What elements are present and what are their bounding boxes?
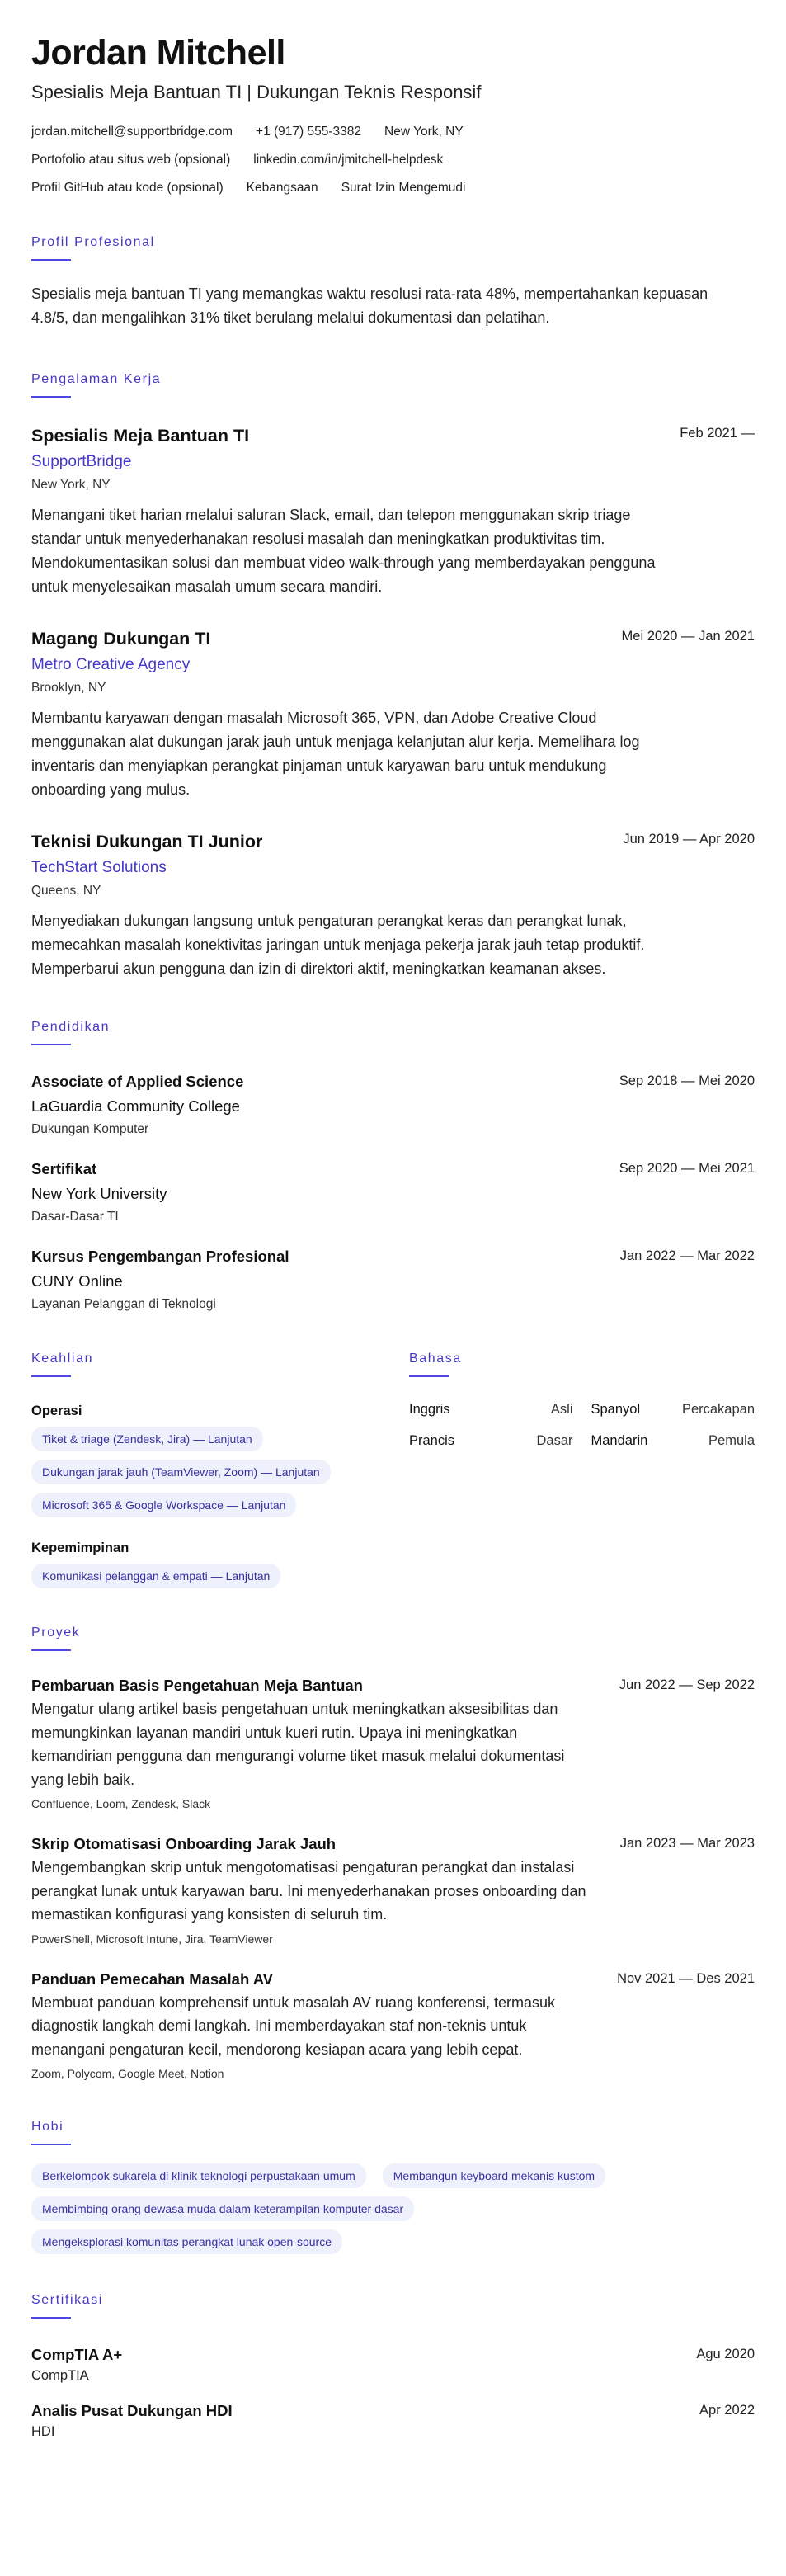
project-name: Pembaruan Basis Pengetahuan Meja Bantuan bbox=[31, 1677, 363, 1694]
section-title: Keahlian bbox=[31, 1352, 94, 1366]
skill-tags bbox=[31, 1427, 409, 1517]
job-company: SupportBridge bbox=[31, 453, 132, 470]
education-entry bbox=[31, 1072, 755, 1138]
education-school: LaGuardia Community College bbox=[31, 1097, 240, 1115]
skill-category: Kepemimpinan bbox=[31, 1540, 129, 1555]
certification-name: Analis Pusat Dukungan HDI bbox=[31, 2402, 233, 2419]
education-date: Sep 2020 — Mei 2021 bbox=[619, 1161, 755, 1176]
hobbies-section bbox=[31, 2119, 755, 2254]
contact-location: New York, NY bbox=[384, 125, 464, 139]
job-company: TechStart Solutions bbox=[31, 859, 167, 876]
section-title: Pendidikan bbox=[31, 1020, 111, 1034]
contact-github[interactable]: Profil GitHub atau kode (opsional) bbox=[31, 181, 224, 195]
contact-driving-license: Surat Izin Mengemudi bbox=[341, 181, 466, 195]
certification-entry bbox=[31, 2345, 755, 2385]
summary-text: Spesialis meja bantuan TI yang memangkas waktu resolusi rata-rata 48%, mempertahankan kepuasan 4.8/5, dan mengalihkan 31% tiket berulang melalui dokumentasi dan pelatihan. bbox=[31, 285, 708, 326]
job-location: Queens, NY bbox=[31, 884, 101, 898]
language-item bbox=[591, 1400, 755, 1418]
contact-phone[interactable]: +1 (917) 555-3382 bbox=[256, 125, 362, 139]
education-field: Layanan Pelanggan di Teknologi bbox=[31, 1297, 216, 1311]
section-divider bbox=[31, 259, 71, 261]
certification-entry bbox=[31, 2401, 755, 2441]
contact-info bbox=[31, 124, 755, 196]
project-description: Membuat panduan komprehensif untuk masalah AV ruang konferensi, termasuk diagnostik langkah demi langkah. Ini memberdayakan staf non-teknis untuk menangani pengaturan kecil, mendorong kesiapan acara yang lebih cepat. bbox=[31, 1993, 556, 2058]
languages-section bbox=[409, 1351, 755, 1588]
education-field: Dasar-Dasar TI bbox=[31, 1210, 119, 1224]
language-level: Asli bbox=[550, 1402, 573, 1417]
contact-row bbox=[31, 180, 755, 196]
language-name: Mandarin bbox=[591, 1433, 648, 1448]
education-section bbox=[31, 1019, 755, 1313]
contact-linkedin[interactable]: linkedin.com/in/jmitchell-helpdesk bbox=[253, 153, 444, 167]
education-date: Jan 2022 — Mar 2022 bbox=[619, 1248, 755, 1263]
skill-tags bbox=[31, 1564, 409, 1588]
job-location: Brooklyn, NY bbox=[31, 681, 106, 695]
job-date: Jun 2019 — Apr 2020 bbox=[623, 832, 755, 847]
skills-section bbox=[31, 1351, 409, 1588]
project-name: Panduan Pemecahan Masalah AV bbox=[31, 1970, 274, 1988]
job-description: Menyediakan dukungan langsung untuk pengaturan perangkat keras dan perangkat lunak, memecahkan masalah konektivitas jaringan untuk menjaga pekerja jarak jauh tetap produktif. Memperbarui akun pengguna dan izin di direktori aktif, meningkatkan keamanan akses. bbox=[31, 913, 645, 977]
project-date: Jun 2022 — Sep 2022 bbox=[619, 1677, 755, 1692]
certification-issuer: HDI bbox=[31, 2424, 55, 2439]
job-entry bbox=[31, 424, 755, 599]
section-title: Bahasa bbox=[409, 1352, 462, 1366]
project-entry bbox=[31, 1676, 755, 1811]
project-description: Mengembangkan skrip untuk mengotomatisasi pengaturan perangkat dan instalasi perangkat lunak untuk karyawan baru. Ini menyederhanakan proses onboarding dan memastikan konfigurasi yang konsisten di seluruh tim. bbox=[31, 1859, 586, 1923]
project-tools: PowerShell, Microsoft Intune, Jira, TeamViewer bbox=[31, 1932, 273, 1946]
job-description: Membantu karyawan dengan masalah Microsoft 365, VPN, dan Adobe Creative Cloud menggunakan alat dukungan jarak jauh untuk menjaga kelanjutan alur kerja. Memelihara log inventaris dan menyiapkan perangkat pinjaman untuk karyawan baru untuk mendukung onboarding yang mulus. bbox=[31, 710, 640, 798]
project-date: Jan 2023 — Mar 2023 bbox=[619, 1836, 755, 1851]
section-divider bbox=[31, 1649, 71, 1651]
resume-header bbox=[31, 31, 755, 196]
language-item bbox=[409, 1400, 573, 1418]
hobby-tag: Mengeksplorasi komunitas perangkat lunak open-source bbox=[31, 2229, 342, 2254]
language-name: Inggris bbox=[409, 1402, 450, 1417]
job-title: Magang Dukungan TI bbox=[31, 629, 211, 649]
section-title: Pengalaman Kerja bbox=[31, 372, 162, 386]
certification-name: CompTIA A+ bbox=[31, 2346, 123, 2363]
language-level: Percakapan bbox=[681, 1402, 755, 1417]
education-degree: Associate of Applied Science bbox=[31, 1073, 244, 1090]
section-title: Proyek bbox=[31, 1625, 81, 1639]
education-field: Dukungan Komputer bbox=[31, 1122, 149, 1136]
hobby-tag: Membimbing orang dewasa muda dalam keterampilan komputer dasar bbox=[31, 2196, 414, 2221]
skill-group bbox=[31, 1539, 409, 1588]
section-title: Hobi bbox=[31, 2120, 64, 2134]
experience-section bbox=[31, 371, 755, 981]
project-name: Skrip Otomatisasi Onboarding Jarak Jauh bbox=[31, 1835, 337, 1852]
projects-section bbox=[31, 1625, 755, 2081]
certification-date: Agu 2020 bbox=[696, 2347, 755, 2361]
language-name: Prancis bbox=[409, 1433, 455, 1448]
section-divider bbox=[31, 1044, 71, 1045]
project-entry bbox=[31, 1970, 755, 2082]
project-tools: Zoom, Polycom, Google Meet, Notion bbox=[31, 2067, 224, 2080]
job-title: Teknisi Dukungan TI Junior bbox=[31, 832, 263, 852]
project-entry bbox=[31, 1834, 755, 1946]
section-divider bbox=[31, 2317, 71, 2319]
job-entry bbox=[31, 627, 755, 802]
candidate-headline: Spesialis Meja Bantuan TI | Dukungan Teknis Responsif bbox=[31, 82, 482, 102]
education-degree: Kursus Pengembangan Profesional bbox=[31, 1248, 289, 1265]
summary-section bbox=[31, 234, 755, 330]
language-name: Spanyol bbox=[591, 1402, 641, 1417]
education-entry bbox=[31, 1159, 755, 1225]
contact-row bbox=[31, 124, 755, 140]
job-entry bbox=[31, 830, 755, 981]
language-level: Dasar bbox=[536, 1433, 573, 1448]
skill-tag: Komunikasi pelanggan & empati — Lanjutan bbox=[31, 1564, 280, 1588]
skill-tag: Dukungan jarak jauh (TeamViewer, Zoom) — Lanjutan bbox=[31, 1460, 331, 1484]
project-description: Mengatur ulang artikel basis pengetahuan untuk meningkatkan aksesibilitas dan memungkinkan layanan mandiri untuk kueri rutin. Upaya ini meningkatkan kemandirian pengguna dan mengurangi volume tiket masuk melalui dokumentasi yang lebih baik. bbox=[31, 1701, 565, 1788]
hobby-tag: Membangun keyboard mekanis kustom bbox=[383, 2163, 605, 2188]
hobby-list bbox=[31, 2163, 741, 2254]
certifications-section bbox=[31, 2292, 755, 2441]
section-title: Sertifikasi bbox=[31, 2293, 103, 2307]
language-item bbox=[409, 1432, 573, 1450]
skill-tag: Microsoft 365 & Google Workspace — Lanjutan bbox=[31, 1493, 296, 1517]
hobby-tags bbox=[31, 2163, 741, 2254]
contact-row bbox=[31, 152, 755, 168]
job-title: Spesialis Meja Bantuan TI bbox=[31, 426, 250, 446]
certification-issuer: CompTIA bbox=[31, 2368, 89, 2383]
job-description: Menangani tiket harian melalui saluran Slack, email, dan telepon menggunakan skrip triage standar untuk menyederhanakan resolusi masalah dan meningkatkan produktivitas tim. Mendokumentasikan solusi dan membuat video walk-through yang memberdayakan pengguna untuk menyelesaikan masalah umum secara mandiri. bbox=[31, 507, 656, 595]
skill-group bbox=[31, 1402, 409, 1517]
contact-nationality: Kebangsaan bbox=[246, 181, 318, 195]
job-date: Mei 2020 — Jan 2021 bbox=[621, 629, 755, 644]
language-list bbox=[409, 1400, 755, 1450]
language-level: Pemula bbox=[708, 1433, 755, 1448]
section-title: Profil Profesional bbox=[31, 235, 155, 249]
section-divider bbox=[31, 396, 71, 398]
education-degree: Sertifikat bbox=[31, 1160, 97, 1177]
hobby-tag: Berkelompok sukarela di klinik teknologi perpustakaan umum bbox=[31, 2163, 366, 2188]
job-company: Metro Creative Agency bbox=[31, 656, 191, 673]
skills-languages-row bbox=[31, 1351, 755, 1588]
skill-tag: Tiket & triage (Zendesk, Jira) — Lanjutan bbox=[31, 1427, 263, 1451]
project-tools: Confluence, Loom, Zendesk, Slack bbox=[31, 1797, 211, 1810]
contact-portfolio[interactable]: Portofolio atau situs web (opsional) bbox=[31, 153, 231, 167]
education-school: New York University bbox=[31, 1185, 167, 1202]
section-divider bbox=[31, 2144, 71, 2145]
education-date: Sep 2018 — Mei 2020 bbox=[619, 1073, 755, 1088]
skill-category: Operasi bbox=[31, 1404, 82, 1418]
language-item bbox=[591, 1432, 755, 1450]
section-divider bbox=[409, 1375, 449, 1377]
job-date: Feb 2021 — bbox=[680, 426, 755, 441]
certification-date: Apr 2022 bbox=[699, 2403, 755, 2418]
section-divider bbox=[31, 1375, 71, 1377]
education-entry bbox=[31, 1247, 755, 1313]
candidate-name: Jordan Mitchell bbox=[31, 33, 285, 73]
job-location: New York, NY bbox=[31, 478, 111, 492]
project-date: Nov 2021 — Des 2021 bbox=[617, 1970, 755, 1986]
contact-email[interactable]: jordan.mitchell@supportbridge.com bbox=[31, 125, 233, 139]
education-school: CUNY Online bbox=[31, 1272, 123, 1290]
